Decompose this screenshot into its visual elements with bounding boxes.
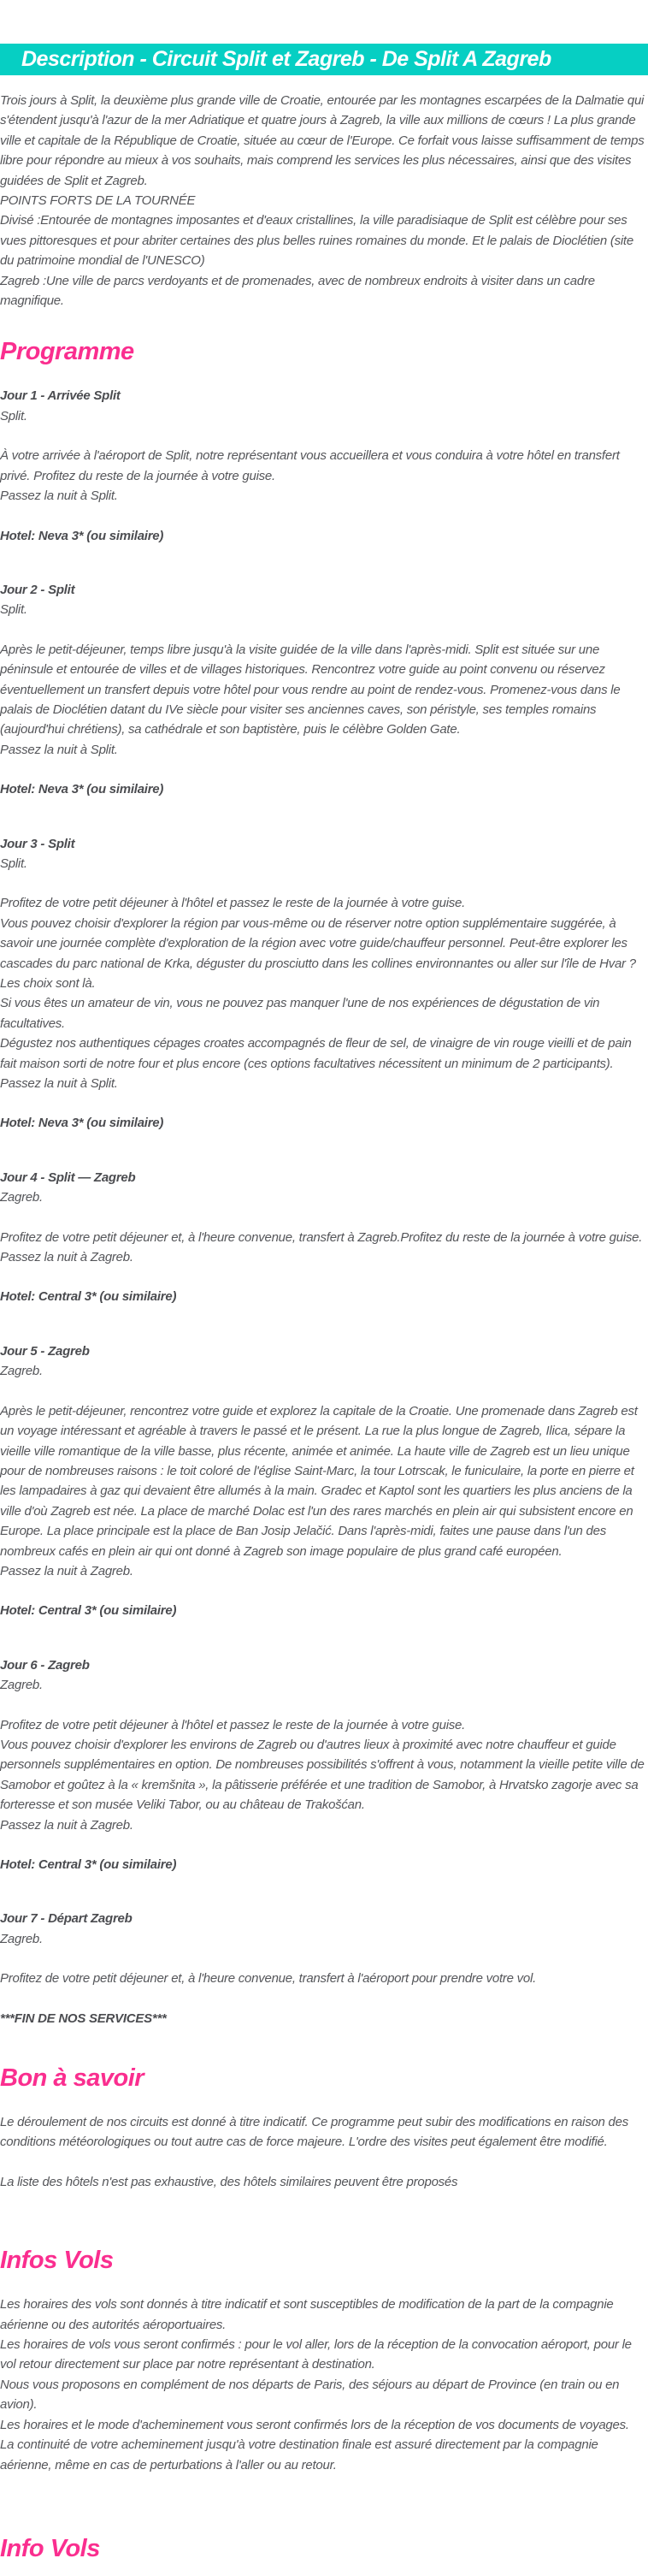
hotel-note: Hotel: Central 3* (ou similaire) [0, 1603, 177, 1619]
day-title: Jour 5 - Zagreb [0, 1343, 90, 1359]
hotel-note: Hotel: Neva 3* (ou similaire) [0, 1116, 164, 1131]
day-1-block [0, 386, 648, 545]
day-paragraph: Profitez de votre petit déjeuner et, à l'heure convenue, transfert à Zagreb.Profitez du reste de la journée à votre guise. [0, 1229, 643, 1245]
day-paragraph: Passez la nuit à Split. [0, 489, 118, 504]
day-paragraph: Vous pouvez choisir d'explorer la région par vous-même ou de réserver notre option supplémentaire suggérée, à savoir une journée complète d'exploration de la région avec votre guide/chauffeur personnel. Peut-être explorer les cascades du parc national de Krka, déguster du prosciutto dans les collines environnantes ou aller sur l'île de Hvar ? Les choix sont là. [0, 915, 636, 991]
day-5-block [0, 1341, 648, 1621]
day-paragraph: Dégustez nos authentiques cépages croates accompagnés de fleur de sel, de vinaigre de vin rouge vieilli et de pain fait maison sorti de notre four et plus encore (ces options facultatives nécessitent un minimum de 2 participants). [0, 1036, 632, 1071]
intro-paragraph: POINTS FORTS DE LA TOURNÉE [0, 193, 196, 209]
day-location: Zagreb. [0, 1931, 43, 1946]
day-body [0, 893, 648, 1093]
infos-vols-text [0, 2295, 648, 2475]
day-location: Split. [0, 408, 27, 423]
flight-info-paragraph: Les horaires des vols sont donnés à titre indicatif et sont susceptibles de modification de la part de la compagnie aérienne ou des autorités aéroportuaires. [0, 2297, 614, 2332]
hotel-note: Hotel: Neva 3* (ou similaire) [0, 528, 164, 543]
bon-a-savoir-text [0, 2112, 648, 2192]
day-4-block [0, 1168, 648, 1307]
day-body [0, 1228, 648, 1268]
page-title: Description - Circuit Split et Zagreb - De Split A Zagreb [21, 46, 551, 71]
day-title: Jour 3 - Split [0, 836, 75, 851]
day-paragraph: Après le petit-déjeuner, rencontrez votre guide et explorez la capitale de la Croatie. Une promenade dans Zagreb est un voyage intéressant et agréable à travers le passé et le présent. La rue la plus longue de Zagreb, Ilica, sépare la vieille ville romantique de la ville basse, plus récente, animée et animée. La haute ville de Zagreb est un lieu unique pour de nombreuses raisons : le toit coloré de l'église Saint-Marc, la tour Lotrscak, le funiculaire, la porte en pierre et les lampadaires à gaz qui devaient être allumés à la main. Gradec et Kaptol sont les quartiers les plus anciens de la ville d'où Zagreb est née. La place de marché Dolac est l'un des rares marchés en plein air qui subsistent encore en Europe. La place principale est la place de Ban Josip Jelačić. Dans l'après-midi, faites une pause dans l'un des nombreux cafés en plein air qui ont donné à Zagreb son image populaire de plus grand café européen. [0, 1403, 638, 1559]
day-title: Jour 1 - Arrivée Split [0, 388, 121, 404]
hotel-note: Hotel: Central 3* (ou similaire) [0, 1289, 177, 1305]
infos-vols-heading: Infos Vols [0, 2247, 114, 2275]
end-of-services-note: ***FIN DE NOS SERVICES*** [0, 2010, 167, 2026]
intro-paragraph: Trois jours à Split, la deuxième plus grande ville de Croatie, entourée par les montagnes escarpées de la Dalmatie qui s'étendent jusqu'à l'azur de la mer Adriatique et quatre jours à Zagreb, la ville aux millions de cœurs ! La plus grande ville et capitale de la République de Croatie, située au cœur de l'Europe. Ce forfait vous laisse suffisamment de temps libre pour répondre au mieux à vos souhaits, mais comprend les services les plus nécessaires, ainsi que des visites guidées de Split et Zagreb. [0, 93, 645, 188]
day-body [0, 1969, 648, 1988]
day-location: Split. [0, 856, 27, 871]
day-location: Zagreb. [0, 1678, 43, 1693]
day-body [0, 1401, 648, 1582]
day-location: Zagreb. [0, 1190, 43, 1205]
day-paragraph: Profitez de votre petit déjeuner à l'hôtel et passez le reste de la journée à votre guise. [0, 896, 466, 911]
intro-paragraph: Divisé :Entourée de montagnes imposantes et d'eaux cristallines, la ville paradisiaque de Split est célèbre pour ses vues pittoresques et pour abriter certaines des plus belles ruines romaines du monde. Et le palais de Dioclétien (site du patrimoine mondial de l'UNESCO) [0, 213, 633, 269]
day-location: Split. [0, 602, 27, 618]
flight-info-paragraph: Les horaires et le mode d'acheminement vous seront confirmés lors de la réception de vos documents de voyages. [0, 2417, 629, 2432]
flight-info-paragraph: La continuité de votre acheminement jusqu'à votre destination finale est assuré directement par la compagnie aérienne, même en cas de perturbations à l'aller ou au retour. [0, 2437, 598, 2472]
day-title: Jour 7 - Départ Zagreb [0, 1911, 133, 1927]
day-location: Zagreb. [0, 1364, 43, 1379]
day-paragraph: À votre arrivée à l'aéroport de Split, notre représentant vous accueillera et vous conduira à votre hôtel en transfert privé. Profitez du reste de la journée à votre guise. [0, 448, 620, 483]
description-banner [0, 44, 648, 75]
day-3-block [0, 834, 648, 1134]
day-paragraph: Profitez de votre petit déjeuner et, à l'heure convenue, transfert à l'aéroport pour prendre votre vol. [0, 1971, 537, 1987]
hotel-note: Hotel: Neva 3* (ou similaire) [0, 782, 164, 797]
day-body [0, 640, 648, 760]
day-title: Jour 6 - Zagreb [0, 1657, 90, 1673]
day-7-block [0, 1909, 648, 2028]
day-paragraph: Passez la nuit à Split. [0, 742, 118, 757]
hotel-note: Hotel: Central 3* (ou similaire) [0, 1857, 177, 1872]
day-2-block [0, 580, 648, 800]
day-body [0, 1715, 648, 1835]
bon-a-savoir-heading: Bon à savoir [0, 2064, 144, 2093]
day-paragraph: Profitez de votre petit déjeuner à l'hôtel et passez le reste de la journée à votre guise. [0, 1717, 466, 1732]
day-paragraph: Vous pouvez choisir d'explorer les environs de Zagreb ou d'autres lieux à proximité avec notre chauffeur et guide personnels supplémentaires en option. De nombreuses possibilités s'offrent à vous, notamment la vieille petite ville de Samobor et goûtez à la « kremšnita », la pâtisserie préférée et une tradition de Samobor, à Hrvatsko zagorje avec sa forteresse et son musée Veliki Tabor, ou au château de Trakošćan. [0, 1737, 645, 1813]
intro-text [0, 91, 648, 311]
day-paragraph: Après le petit-déjeuner, temps libre jusqu'à la visite guidée de la ville dans l'après-midi. Split est située sur une péninsule et entourée de villes et de villages historiques. Rencontrez votre guide au point convenu ou réservez éventuellement un transfert depuis votre hôtel pour vous rendre au point de rendez-vous. Promenez-vous dans le palais de Dioclétien datant du IVe siècle pour visiter ses anciennes caves, son péristyle, ses temples romains (aujourd'hui chrétiens), sa cathédrale et son baptistère, puis le célèbre Golden Gate. [0, 642, 621, 737]
notice-paragraph: Le déroulement de nos circuits est donné à titre indicatif. Ce programme peut subir des modifications en raison des conditions météorologiques ou tout autre cas de force majeure. L'ordre des visites peut également être modifié. [0, 2115, 628, 2150]
info-vols-footer-heading: Info Vols [0, 2534, 100, 2562]
intro-paragraph: Zagreb :Une ville de parcs verdoyants et de promenades, avec de nombreux endroits à visiter dans un cadre magnifique. [0, 273, 595, 309]
day-paragraph: Passez la nuit à Split. [0, 1076, 118, 1092]
day-title: Jour 4 - Split — Zagreb [0, 1170, 136, 1185]
flight-info-paragraph: Nous vous proposons en complément de nos départs de Paris, des séjours au départ de Province (en train ou en avion). [0, 2377, 620, 2413]
notice-paragraph: La liste des hôtels n'est pas exhaustive, des hôtels similaires peuvent être proposés [0, 2174, 458, 2189]
day-paragraph: Passez la nuit à Zagreb. [0, 1563, 133, 1578]
day-6-block [0, 1655, 648, 1875]
day-body [0, 446, 648, 506]
day-paragraph: Passez la nuit à Zagreb. [0, 1250, 133, 1265]
day-paragraph: Si vous êtes un amateur de vin, vous ne pouvez pas manquer l'une de nos expériences de dégustation de vin facultatives. [0, 996, 600, 1031]
flight-info-paragraph: Les horaires de vols vous seront confirmés : pour le vol aller, lors de la réception de la convocation aéroport, pour le vol retour directement sur place par notre représentant à destination. [0, 2337, 632, 2372]
day-title: Jour 2 - Split [0, 582, 75, 597]
programme-heading: Programme [0, 338, 134, 366]
day-paragraph: Passez la nuit à Zagreb. [0, 1817, 133, 1833]
